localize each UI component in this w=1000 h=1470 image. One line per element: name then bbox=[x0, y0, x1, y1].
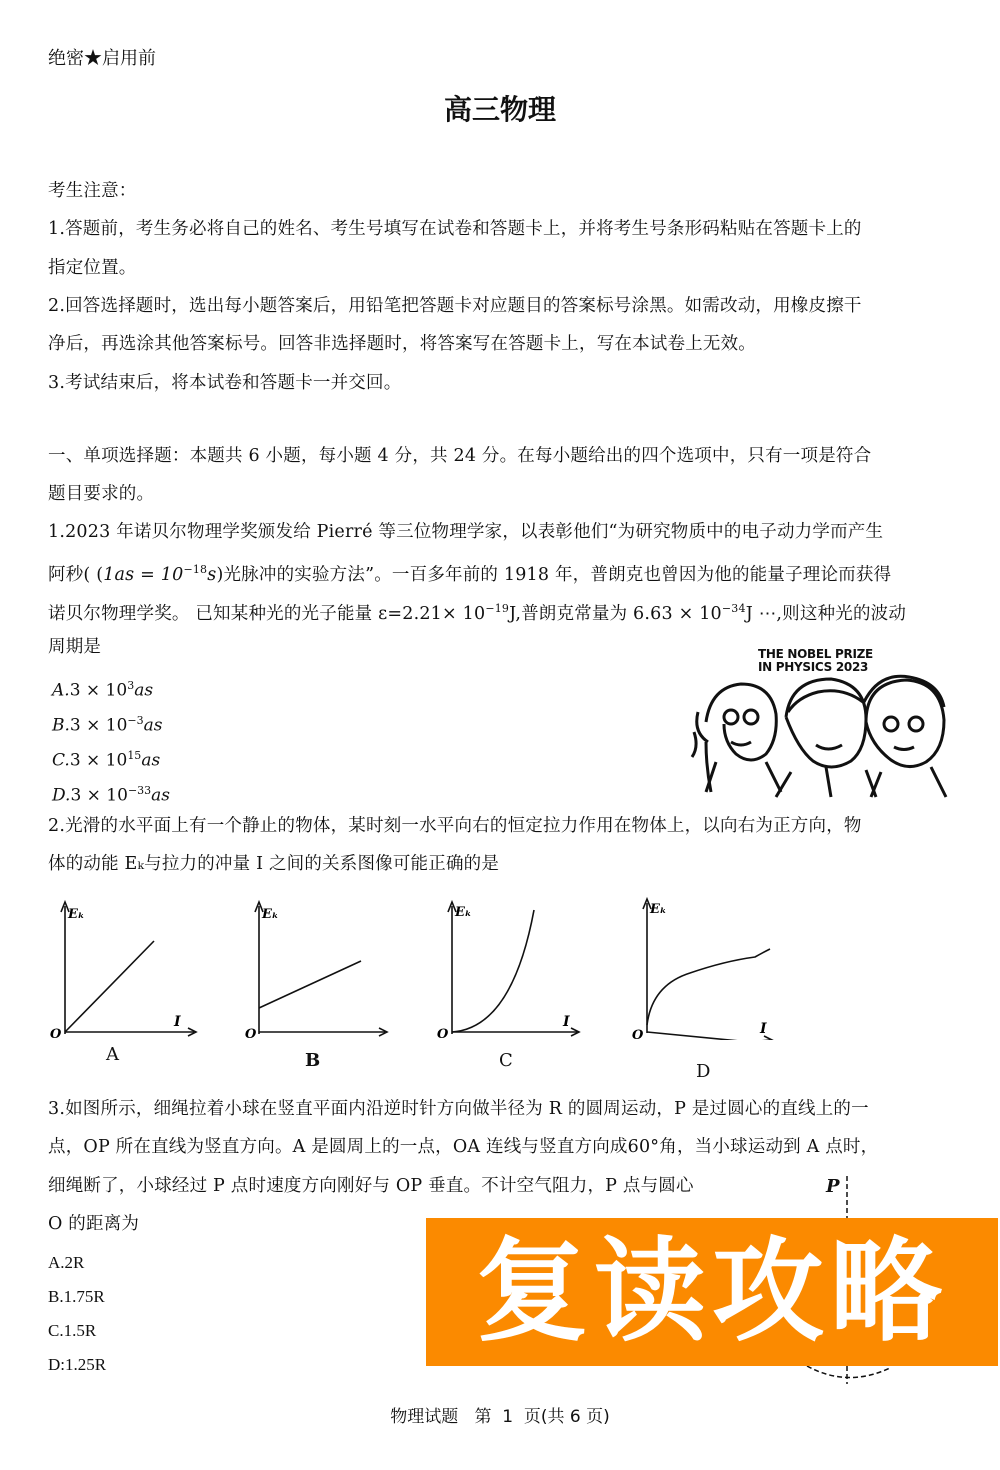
ek-vs-i-sqrt-graph-icon bbox=[630, 895, 780, 1040]
page-footer: 物理试题 第 1 页(共 6 页) bbox=[390, 1407, 610, 1427]
exponent: −34 bbox=[721, 602, 746, 615]
option-value: 3 × 10 bbox=[70, 785, 128, 806]
watermark-banner bbox=[426, 1218, 998, 1366]
notice-heading: 考生注意： bbox=[48, 181, 137, 201]
option-label: A. bbox=[52, 680, 70, 701]
origin-label: O bbox=[245, 1027, 257, 1038]
confidential-mark: 绝密★启用前 bbox=[48, 48, 156, 69]
question-1-text: 周期是 bbox=[48, 637, 102, 657]
text-fragment: J,普朗克常量为 6.63 × 10 bbox=[509, 603, 722, 624]
graph-option-c bbox=[437, 898, 587, 1078]
laureates-portrait-icon bbox=[676, 642, 976, 802]
exponent: 15 bbox=[127, 749, 142, 762]
option-label: C. bbox=[52, 750, 70, 771]
question-1-text: 1.2023 年诺贝尔物理学奖颁发给 Pierré 等三位物理学家，以表彰他们“为研究物质中的电子动力学而产生 bbox=[48, 522, 884, 542]
option-unit: as bbox=[141, 750, 161, 771]
graph-option-d bbox=[630, 895, 780, 1085]
y-axis-label: Eₖ bbox=[68, 907, 85, 922]
graph-label: A bbox=[106, 1044, 119, 1065]
page-title: 高三物理 bbox=[443, 93, 556, 126]
y-axis-label: Eₖ bbox=[455, 905, 472, 920]
option-value: 3 × 10 bbox=[69, 750, 128, 771]
section-heading: 题目要求的。 bbox=[48, 484, 155, 504]
origin-label: O bbox=[50, 1027, 62, 1038]
question-1-option-a bbox=[52, 675, 153, 702]
ek-vs-i-parabola-graph-icon bbox=[437, 898, 587, 1038]
point-p-label: P bbox=[826, 1176, 840, 1197]
text-fragment: )光脉冲的实验方法”。一百多年前的 1918 年，普朗克也曾因为他的能量子理论而获得 bbox=[216, 564, 892, 585]
origin-label: O bbox=[437, 1027, 449, 1038]
question-2-text: 体的动能 Eₖ与拉力的冲量 I 之间的关系图像可能正确的是 bbox=[48, 854, 500, 874]
origin-label: O bbox=[632, 1028, 644, 1040]
graph-label: C bbox=[499, 1050, 513, 1071]
option-label: B. bbox=[52, 715, 70, 736]
y-axis-label: Eₖ bbox=[650, 902, 667, 917]
x-axis-label: I bbox=[760, 1021, 767, 1037]
option-unit: as bbox=[151, 785, 171, 806]
notice-line: 指定位置。 bbox=[48, 258, 137, 278]
exponent: −19 bbox=[485, 602, 510, 615]
graph-label: D bbox=[696, 1061, 711, 1082]
math-fragment: 1as = 10 bbox=[103, 564, 184, 585]
question-3-text: O 的距离为 bbox=[48, 1214, 140, 1234]
watermark-text: 复读攻略 bbox=[476, 1227, 948, 1357]
question-2-text: 2.光滑的水平面上有一个静止的物体，某时刻一水平向右的恒定拉力作用在物体上，以向右为正方向，物 bbox=[48, 816, 862, 836]
notice-line: 2.回答选择题时，选出每小题答案后，用铅笔把答题卡对应题目的答案标号涂黑。如需改动，用橡皮擦干 bbox=[48, 296, 862, 316]
text-fragment: 阿秒( ( bbox=[48, 564, 104, 585]
question-3-text: 细绳断了，小球经过 P 点时速度方向刚好与 OP 垂直。不计空气阻力，P 点与圆心 bbox=[48, 1176, 694, 1196]
graph-option-b bbox=[245, 898, 395, 1078]
section-heading: 一、单项选择题：本题共 6 小题，每小题 4 分，共 24 分。在每小题给出的四个选项中，只有一项是符合 bbox=[48, 446, 872, 466]
question-1-option-c bbox=[52, 745, 160, 772]
question-1-text bbox=[48, 598, 906, 625]
ek-vs-i-intercept-graph-icon bbox=[245, 898, 395, 1038]
graph-label: B bbox=[305, 1050, 321, 1071]
exponent: −33 bbox=[127, 784, 152, 797]
option-unit: as bbox=[134, 680, 154, 701]
question-1-option-b bbox=[52, 710, 162, 737]
exponent: −18 bbox=[183, 563, 208, 576]
text-fragment: 诺贝尔物理学奖。 已知某种光的光子能量 ε=2.21× 10 bbox=[48, 603, 486, 624]
option-unit: as bbox=[143, 715, 163, 736]
nobel-prize-illustration bbox=[676, 642, 976, 802]
x-axis-label: I bbox=[174, 1014, 181, 1030]
notice-line: 净后，再选涂其他答案标号。回答非选择题时，将答案写在答题卡上，写在本试卷上无效。 bbox=[48, 334, 756, 354]
y-axis-label: Eₖ bbox=[262, 907, 279, 922]
nobel-caption-line: IN PHYSICS 2023 bbox=[758, 660, 869, 674]
question-3-option-b: B.1.75R bbox=[48, 1287, 105, 1306]
exponent: 3 bbox=[127, 679, 135, 692]
question-3-text: 点，OP 所在直线为竖直方向。A 是圆周上的一点，OA 连线与竖直方向成60°角，当小球运动到 A 点时， bbox=[48, 1137, 879, 1157]
question-3-text: 3.如图所示，细绳拉着小球在竖直平面内沿逆时针方向做半径为 R 的圆周运动，P 是过圆心的直线上的一 bbox=[48, 1099, 869, 1119]
ek-vs-i-linear-graph-icon bbox=[48, 898, 198, 1038]
option-value: 3 × 10 bbox=[69, 715, 128, 736]
question-3-option-a: A.2R bbox=[48, 1253, 85, 1272]
option-label: D. bbox=[52, 785, 71, 806]
question-3-option-d: D:1.25R bbox=[48, 1355, 107, 1374]
math-fragment: s bbox=[207, 564, 217, 585]
notice-line: 3.考试结束后，将本试卷和答题卡一并交回。 bbox=[48, 373, 402, 393]
graph-option-a bbox=[48, 898, 198, 1078]
option-value: 3 × 10 bbox=[69, 680, 128, 701]
x-axis-label: I bbox=[563, 1014, 570, 1030]
question-1-text bbox=[48, 559, 891, 586]
text-fragment: J ⋯,则这种光的波动 bbox=[745, 603, 907, 624]
notice-line: 1.答题前，考生务必将自己的姓名、考生号填写在试卷和答题卡上，并将考生号条形码粘贴在答题卡上的 bbox=[48, 219, 862, 239]
question-1-option-d bbox=[52, 780, 170, 807]
exponent: −3 bbox=[127, 714, 144, 727]
question-3-option-c: C.1.5R bbox=[48, 1321, 97, 1340]
nobel-caption-line: THE NOBEL PRIZE bbox=[758, 647, 873, 661]
